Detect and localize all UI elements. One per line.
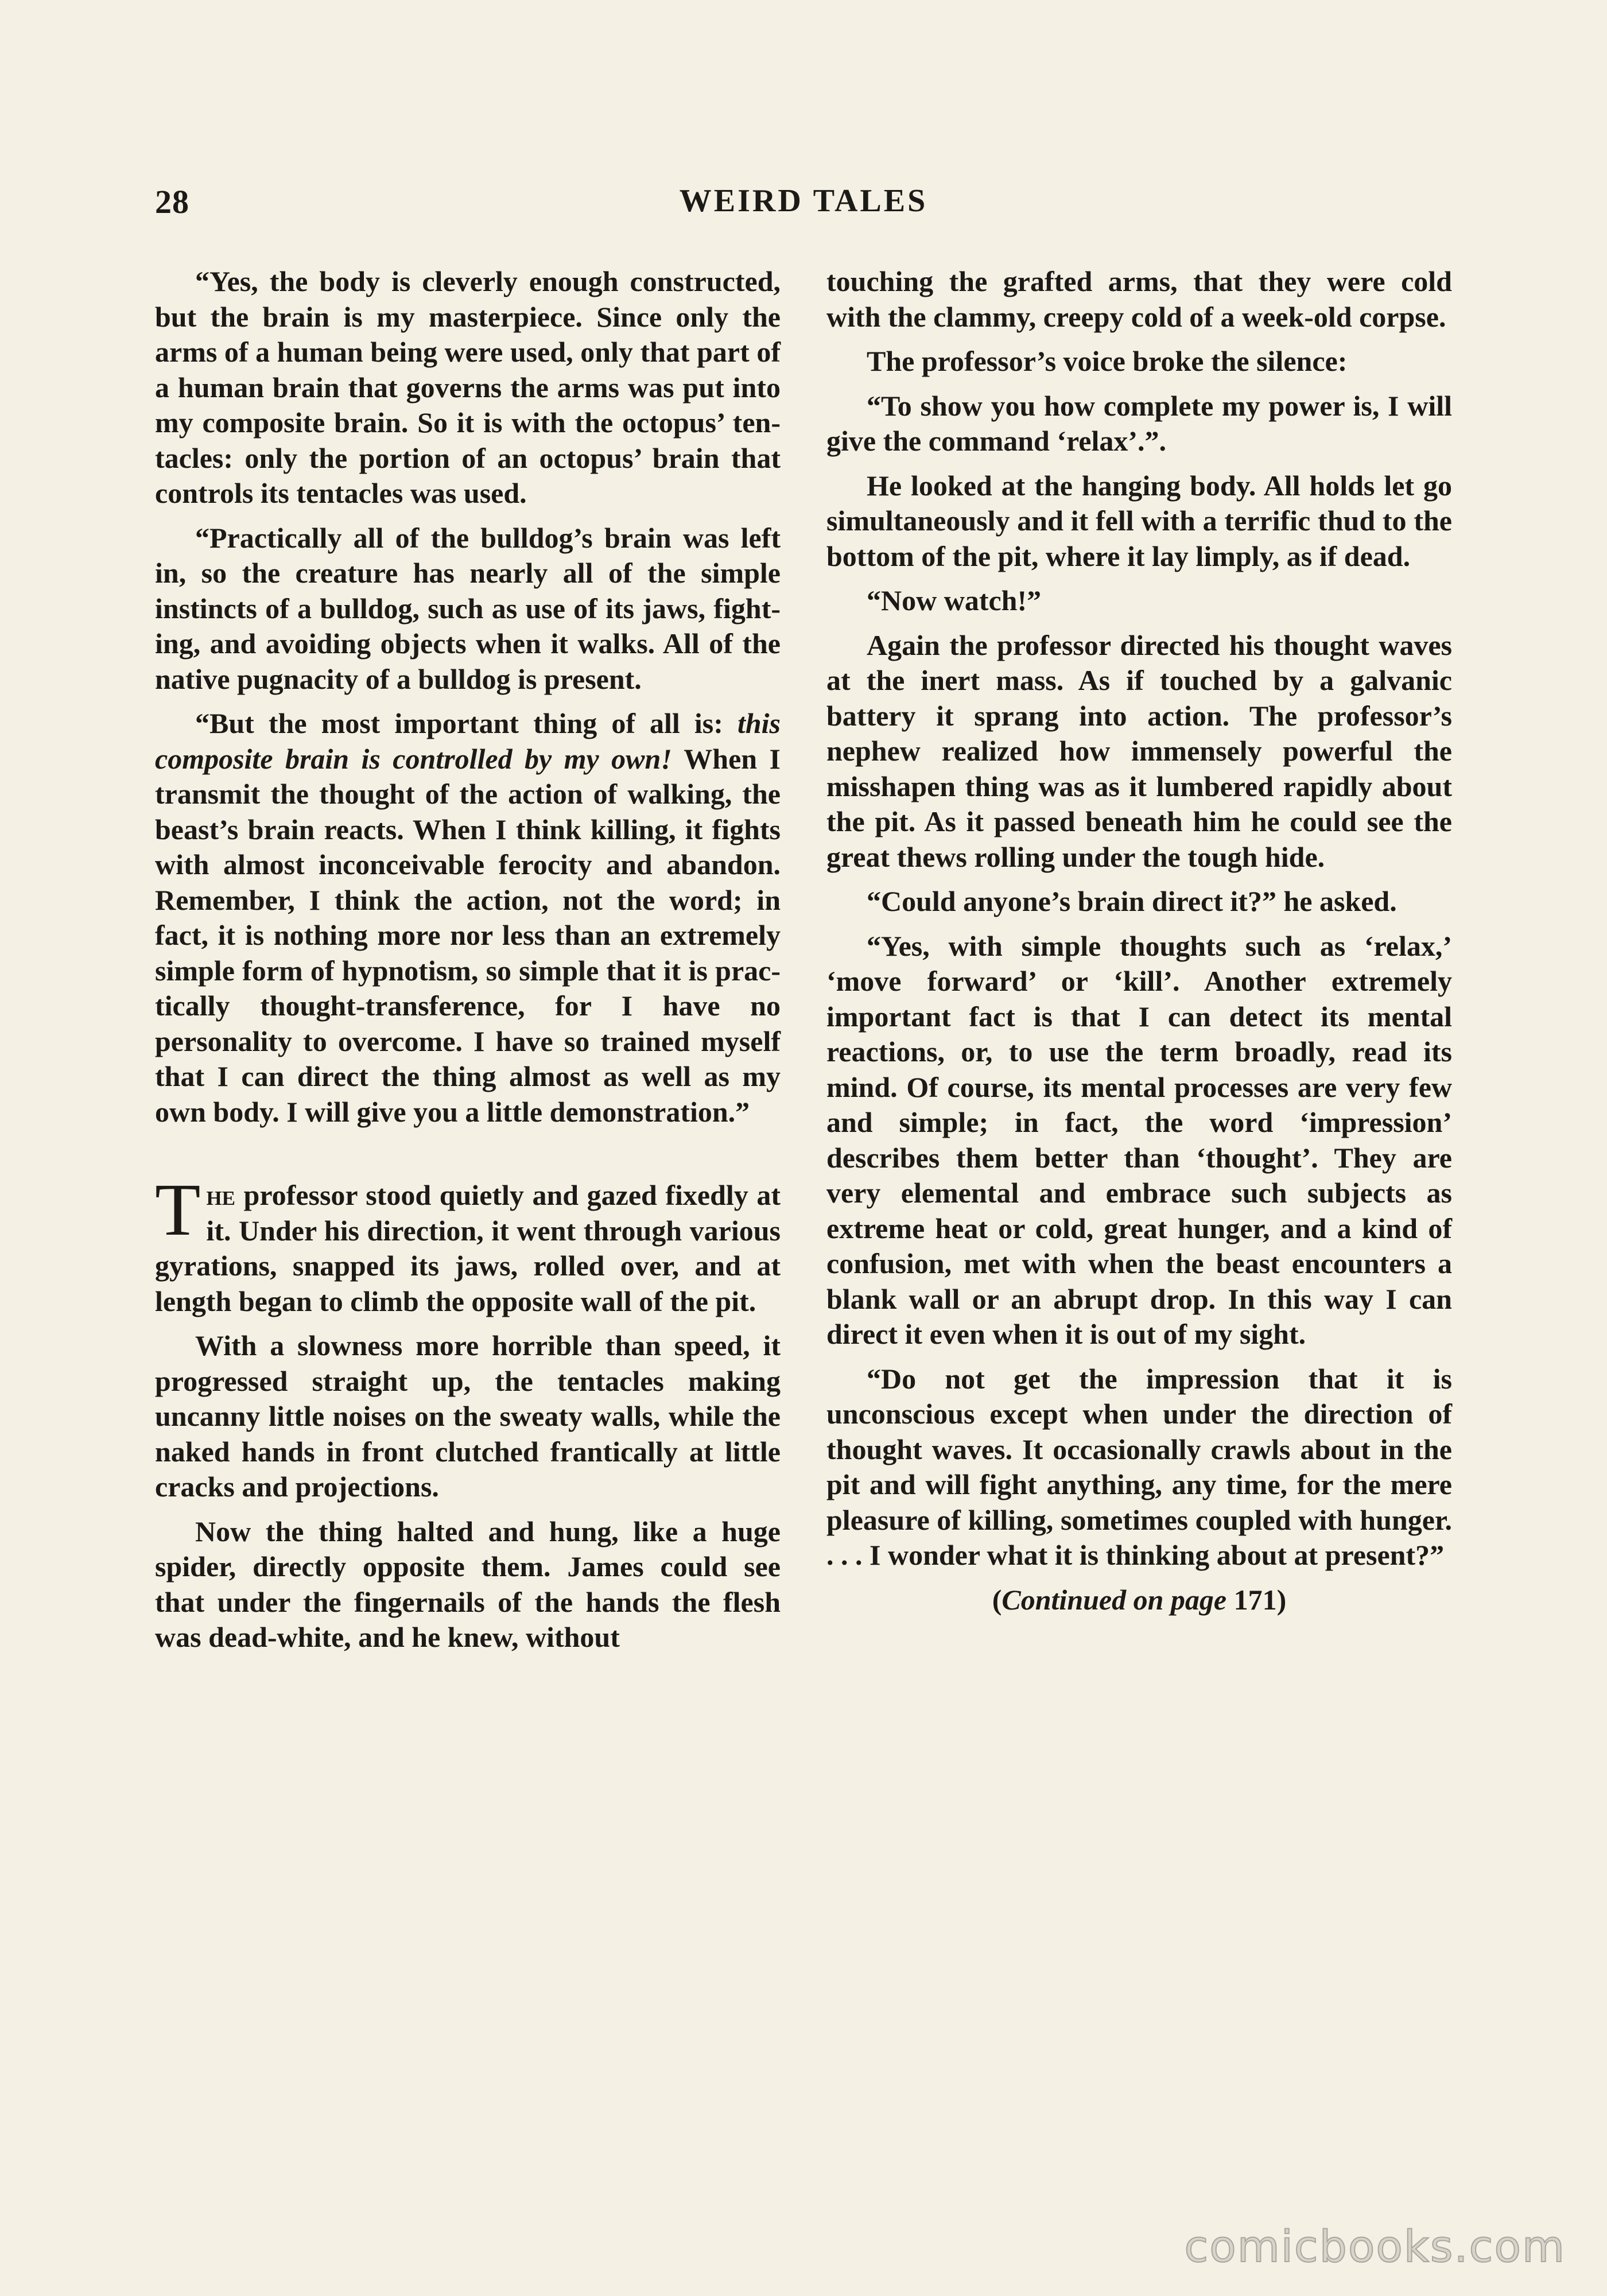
paragraph-text: When I transmit the thought of the action of walking, the beast’s brain reacts. When I think killing, it fights with almost inconceivable ferocity and abandon. Remember, I think the action, not the word; in fact, it is nothing more nor less than an extremely simple form of hypnotism, so simple that it is practically thought-transference, for I have no personality to overcome. I have so trained myself that I can direct the thing almost as well as my own body. I will give you a little demonstration.”	[155, 742, 781, 1128]
paragraph: “Now watch!”	[867, 584, 1042, 616]
continued-page: 171)	[1233, 1583, 1287, 1616]
paragraph: “Yes, with simple thoughts such as ‘relax,’ ‘move forward’ or ‘kill’. Another extremely important fact is that I can detect its mental reactions, or, to use the term broadly, read its mind. Of course, its mental processes are very few and simple; in fact, the word ‘impression’ describes them better than ‘thought’. They are very elemental and embrace such subjects as extreme heat or cold, great hunger, and a kind of confusion, met with when the beast encounters a blank wall or an abrupt drop. In this way I can direct it even when it is out of my sight.	[826, 929, 1452, 1350]
paragraph	[155, 706, 781, 1130]
paragraph: Now the thing halted and hung, like a huge spider, directly opposite them. James could see that under the fingernails of the hands the flesh was dead-white, and he knew, without	[155, 1515, 781, 1653]
page-header	[155, 183, 1452, 234]
paragraph: With a slowness more horrible than speed, it progressed straight up, the tentacles making uncanny little noises on the sweaty walls, while the naked hands in front clutched frantically at little cracks and projections.	[155, 1329, 781, 1503]
paragraph: He looked at the hanging body. All holds let go simultaneously and it fell with a terrific thud to the bottom of the pit, where it lay limply, as if dead.	[826, 469, 1452, 572]
page-number: 28	[155, 183, 189, 220]
paragraph-text: “But the most important thing of all is:	[195, 707, 737, 739]
paragraph: “Do not get the impression that it is unconscious except when under the direction of thought waves. It occasionally crawls about in the pit and will fight anything, any time, for the mere pleasure of killing, sometimes coupled with hunger. . . . I wonder what it is thinking about at present?”	[826, 1362, 1452, 1571]
italic-emphasis: this composite brain is controlled by my own!	[155, 707, 781, 775]
continued-label: Continued on page	[1002, 1583, 1227, 1616]
paragraph: “Practically all of the bulldog’s brain was left in, so the creature has nearly all of the simple instincts of a bulldog, such as use of its jaws, fighting, and avoiding objects when it walks. All of the native pugnacity of a bulldog is present.	[155, 521, 781, 695]
continued-open: (	[992, 1583, 1002, 1616]
watermark: comicbooks.com	[1184, 2221, 1566, 2272]
dropcap-paragraph	[155, 1169, 781, 1319]
continued-notice	[826, 1583, 1452, 1618]
running-title: WEIRD TALES	[679, 183, 928, 219]
continued-paragraph: touching the grafted arms, that they were cold with the clammy, creepy cold of a week-old corpse.	[826, 265, 1452, 333]
smallcaps-text: he	[206, 1179, 235, 1211]
right-column	[826, 264, 1452, 1627]
paragraph: “Could anyone’s brain direct it?” he asked.	[867, 885, 1397, 917]
paragraph: Again the professor directed his thought waves at the inert mass. As if touched by a galvanic battery it sprang into action. The professor’s nephew realized how immensely powerful the misshapen thing was as it lumbered rapidly about the pit. As it passed beneath him he could see the great thews rolling under the tough hide.	[826, 629, 1452, 873]
paragraph: “Yes, the body is cleverly enough constructed, but the brain is my masterpiece. Since only the arms of a human being were used, only that part of a human brain that governs the arms was put into my composite brain. So it is with the octopus’ tentacles: only the portion of an octopus’ brain that controls its tentacles was used.	[155, 265, 781, 509]
paragraph: The professor’s voice broke the silence:	[867, 345, 1348, 377]
paragraph-text: professor stood quietly and gazed fixedly at it. Under his direction, it went through various gyrations, snapped its jaws, rolled over, and at length began to climb the opposite wall of the pit.	[155, 1179, 781, 1317]
drop-cap: T	[155, 1169, 201, 1251]
left-column	[155, 264, 781, 1665]
paragraph: “To show you how complete my power is, I will give the command ‘relax’.”.	[826, 389, 1452, 457]
